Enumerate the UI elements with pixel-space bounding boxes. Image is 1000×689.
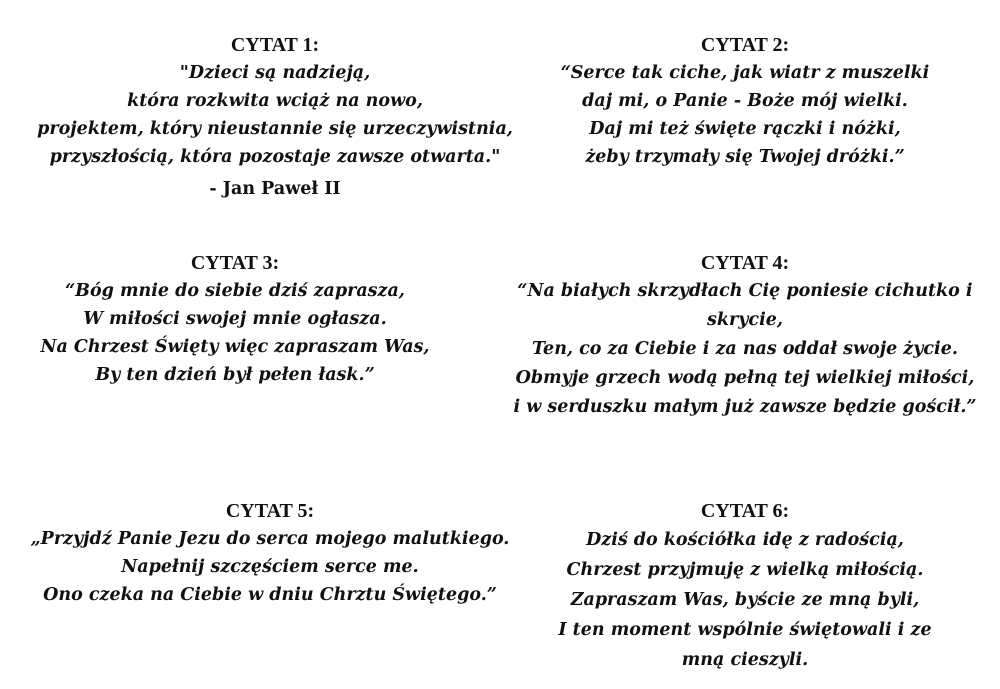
quote-2 <box>500 31 990 171</box>
quote-line: żeby trzymały się Twojej dróżki.” <box>585 147 905 167</box>
quote-line: projektem, który nieustannie się urzeczywistnia, <box>37 119 513 139</box>
quote-line: „Przyjdź Panie Jezu do serca mojego malutkiego. <box>30 529 510 549</box>
quote-line: Chrzest przyjmuję z wielką miłością. <box>566 560 924 580</box>
quote-line: która rozkwita wciąż na nowo, <box>127 91 423 111</box>
quote-line: i w serduszku małym już zawsze będzie gościł.” <box>513 397 977 417</box>
quote-3 <box>0 249 470 389</box>
quote-line: "Dzieci są nadzieją, <box>179 63 371 83</box>
quote-line: Obmyje grzech wodą pełną tej wielkiej miłości, <box>515 368 975 388</box>
quote-line: “Serce tak ciche, jak wiatr z muszelki <box>560 63 930 83</box>
quote-title: CYTAT 2: <box>700 34 790 56</box>
quote-5 <box>0 497 540 609</box>
quote-1 <box>0 31 550 203</box>
quote-line: By ten dzień był pełen łask.” <box>95 365 375 385</box>
quote-line: Daj mi też święte rączki i nóżki, <box>589 119 901 139</box>
quote-line: Ono czeka na Ciebie w dniu Chrztu Świętego.” <box>43 585 497 605</box>
quote-title: CYTAT 4: <box>700 252 790 274</box>
quote-6 <box>500 497 990 675</box>
quote-line: W miłości swojej mnie ogłasza. <box>83 309 387 329</box>
quote-line: Dziś do kościółka idę z radością, <box>586 530 904 550</box>
quote-line: mną cieszyli. <box>681 650 809 670</box>
quote-title: CYTAT 6: <box>700 500 790 522</box>
quote-line: przyszłością, która pozostaje zawsze otwarta." <box>49 147 501 167</box>
quote-line: “Bóg mnie do siebie dziś zaprasza, <box>65 281 405 301</box>
quote-4 <box>495 249 995 422</box>
quote-author: - Jan Paweł II <box>209 179 341 199</box>
quote-line: I ten moment wspólnie świętowali i ze <box>558 620 932 640</box>
quote-line: “Na białych skrzydłach Cię poniesie cichutko i <box>517 281 973 301</box>
quote-title: CYTAT 3: <box>190 252 280 274</box>
quote-line: Ten, co za Ciebie i za nas oddał swoje życie. <box>532 339 958 359</box>
quote-line: Na Chrzest Święty więc zapraszam Was, <box>40 337 430 357</box>
quote-title: CYTAT 1: <box>230 34 320 56</box>
quote-line: Napełnij szczęściem serce me. <box>121 557 419 577</box>
quote-line: daj mi, o Panie - Boże mój wielki. <box>582 91 908 111</box>
quote-line: skrycie, <box>707 310 783 330</box>
quote-line: Zapraszam Was, byście ze mną byli, <box>570 590 920 610</box>
quote-title: CYTAT 5: <box>225 500 315 522</box>
